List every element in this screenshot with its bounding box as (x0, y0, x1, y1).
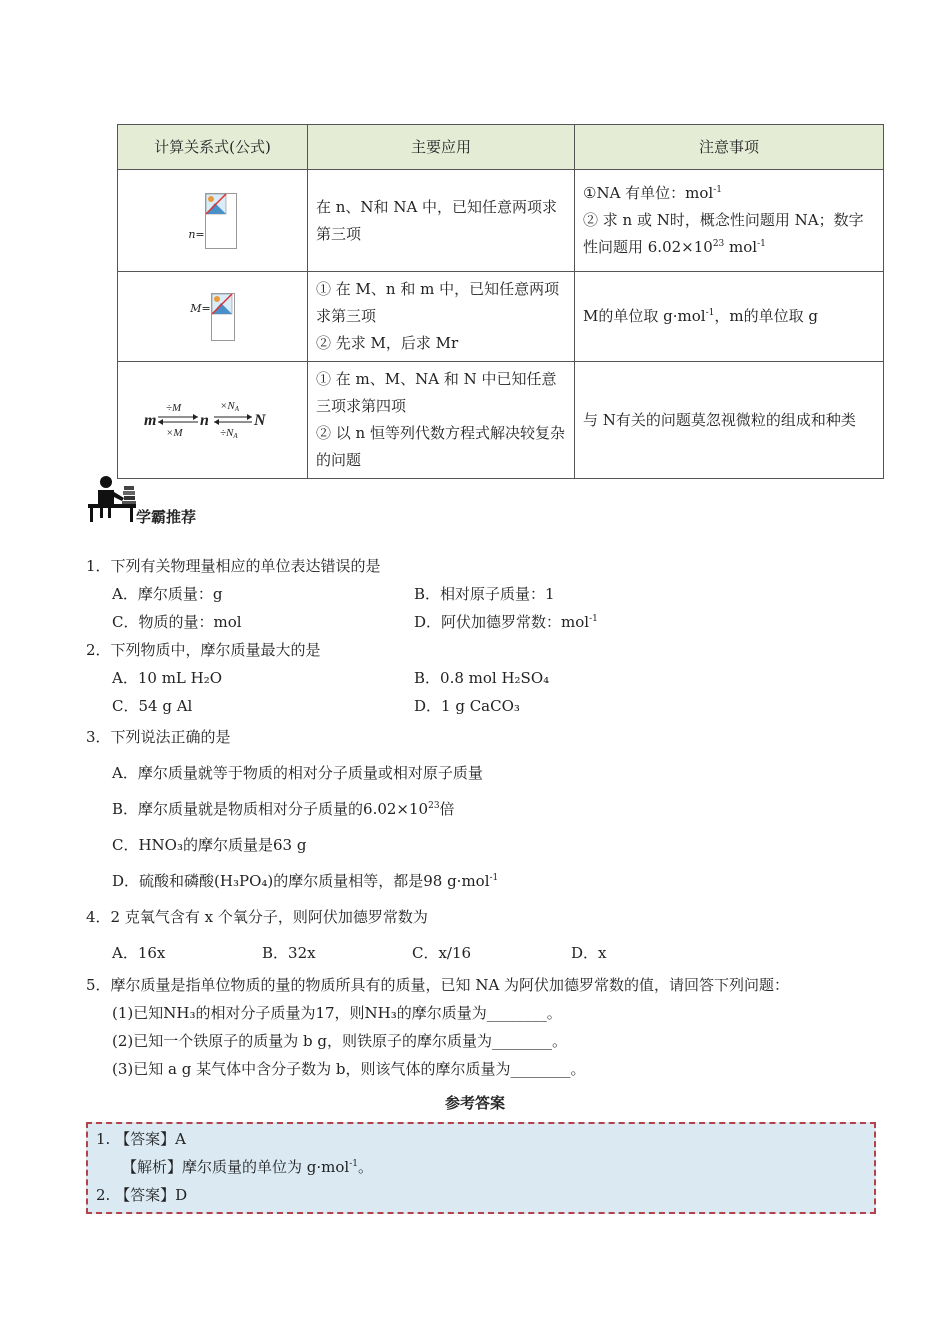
formula-image (205, 193, 237, 249)
notes-cell (575, 272, 884, 362)
label-sub: A (232, 432, 238, 440)
arrow-head (214, 419, 219, 425)
arrow-head (247, 414, 252, 420)
application-cell (308, 362, 575, 479)
notes-cell (575, 170, 884, 272)
option-text: B．摩尔质量就是物质相对分子质量的6.02×10 (112, 800, 429, 818)
q3-option-b (112, 799, 455, 819)
q1-option-b: B．相对原子质量：1 (414, 585, 555, 603)
formula-cell-conversion (118, 362, 308, 479)
option-sup: -1 (589, 614, 598, 624)
q2-option-d: D．1 g CaCO₃ (414, 697, 520, 715)
header-application: 主要应用 (308, 125, 575, 170)
q2-option-c: C．54 g Al (112, 697, 193, 715)
label-text: ×N (219, 400, 235, 412)
table-row (118, 362, 884, 479)
explanation-text: 【解析】摩尔质量的单位为 g·mol (122, 1158, 350, 1176)
option-text: 倍 (439, 800, 455, 818)
application-text: ② 以 n 恒等列代数方程式解决较复杂的问题 (316, 424, 565, 469)
option-sup: -1 (489, 873, 499, 883)
application-cell (308, 272, 575, 362)
conversion-diagram (138, 395, 288, 445)
q3-option-c: C．HNO₃的摩尔质量是63 g (112, 836, 307, 854)
q2-option-b: B．0.8 mol H₂SO₄ (414, 669, 550, 687)
q3-option-a: A．摩尔质量就等于物质的相对分子质量或相对原子质量 (112, 764, 483, 782)
application-text: ① 在 M、n 和 m 中，已知任意两项求第三项 (316, 280, 560, 325)
var-N: N (253, 412, 266, 429)
question-2: 2．下列物质中，摩尔质量最大的是 (86, 641, 321, 659)
table-header-row (118, 125, 884, 170)
notes-cell: 与 N有关的问题莫忽视微粒的组成和种类 (575, 362, 884, 479)
arrow-head (193, 414, 198, 420)
option-sup: 23 (428, 801, 440, 811)
q5-part-2: (2)已知一个铁原子的质量为 b g，则铁原子的摩尔质量为________。 (112, 1032, 567, 1050)
q3-option-d (112, 871, 498, 891)
formula-prefix: n= (188, 227, 205, 241)
application-text: ② 先求 M，后求 Mr (316, 334, 459, 352)
q1-option-a: A．摩尔质量：g (112, 585, 223, 603)
var-n: n (199, 412, 209, 429)
label-text: ÷N (219, 427, 233, 439)
q1-option-c: C．物质的量：mol (112, 613, 242, 631)
answer-1-explanation (122, 1156, 373, 1177)
application-text: ① 在 m、M、NA 和 N 中已知任意三项求第四项 (316, 370, 557, 415)
var-m: m (143, 412, 156, 429)
answer-1: 1. 【答案】A (96, 1130, 186, 1148)
note-sup: -1 (757, 239, 766, 249)
note-text: ，m的单位取 g (714, 307, 818, 325)
note-text: M的单位取 g·mol (583, 307, 706, 325)
q5-part-1: (1)已知NH₃的相对分子质量为17，则NH₃的摩尔质量为________。 (112, 1004, 562, 1022)
table-row (118, 170, 884, 272)
note-text: ①NA 有单位：mol (583, 184, 714, 202)
label-sub: A (234, 405, 239, 413)
q4-option-b: B．32x (262, 944, 316, 962)
q4-option-c: C．x/16 (412, 944, 472, 962)
label-times-M: ×M (165, 427, 183, 439)
note-sup: -1 (713, 185, 723, 195)
image-icon (206, 194, 236, 216)
application-cell: 在 n、N和 NA 中，已知任意两项求第三项 (308, 170, 575, 272)
answers-title: 参考答案 (444, 1094, 505, 1112)
formula-prefix: M= (190, 301, 211, 315)
q5-part-3: (3)已知 a g 某气体中含分子数为 b，则该气体的摩尔质量为________。 (112, 1060, 586, 1078)
label-times-NA (220, 400, 240, 413)
question-4: 4．2 克氧气含有 x 个氧分子，则阿伏加德罗常数为 (86, 908, 428, 926)
image-icon (212, 294, 234, 316)
question-3: 3．下列说法正确的是 (86, 728, 231, 746)
q1-option-d (414, 612, 598, 632)
note-sup: -1 (705, 308, 715, 318)
q4-option-d: D．x (571, 944, 607, 962)
option-text: D．硫酸和磷酸(H₃PO₄)的摩尔质量相等，都是98 g·mol (112, 872, 490, 890)
header-formula: 计算关系式(公式) (118, 125, 308, 170)
explanation-text: 。 (357, 1158, 373, 1176)
formula-cell-n (118, 170, 308, 272)
section-title: 学霸推荐 (136, 508, 197, 526)
student-desk-icon (86, 474, 140, 524)
header-notes: 注意事项 (575, 125, 884, 170)
note-text: mol (724, 238, 758, 256)
label-div-M: ÷M (165, 402, 181, 414)
note-sup: 23 (712, 239, 725, 249)
explanation-sup: -1 (349, 1159, 358, 1169)
arrow-head (158, 419, 163, 425)
question-1: 1．下列有关物理量相应的单位表达错误的是 (86, 557, 381, 575)
formula-table (117, 124, 884, 479)
formula-image (211, 293, 235, 341)
note-text: ② 求 n 或 N时，概念性问题用 NA；数字性问题用 6.02×10 (583, 211, 864, 256)
q4-option-a: A．16x (112, 944, 166, 962)
formula-cell-m (118, 272, 308, 362)
q2-option-a: A．10 mL H₂O (112, 669, 223, 687)
option-text: D．阿伏加德罗常数：mol (414, 613, 590, 631)
label-div-NA (220, 427, 238, 440)
table-row (118, 272, 884, 362)
answer-box (86, 1122, 876, 1214)
answer-2: 2. 【答案】D (96, 1186, 188, 1204)
question-5: 5．摩尔质量是指单位物质的量的物质所具有的质量，已知 NA 为阿伏加德罗常数的值，请回答下列问题： (86, 976, 790, 994)
